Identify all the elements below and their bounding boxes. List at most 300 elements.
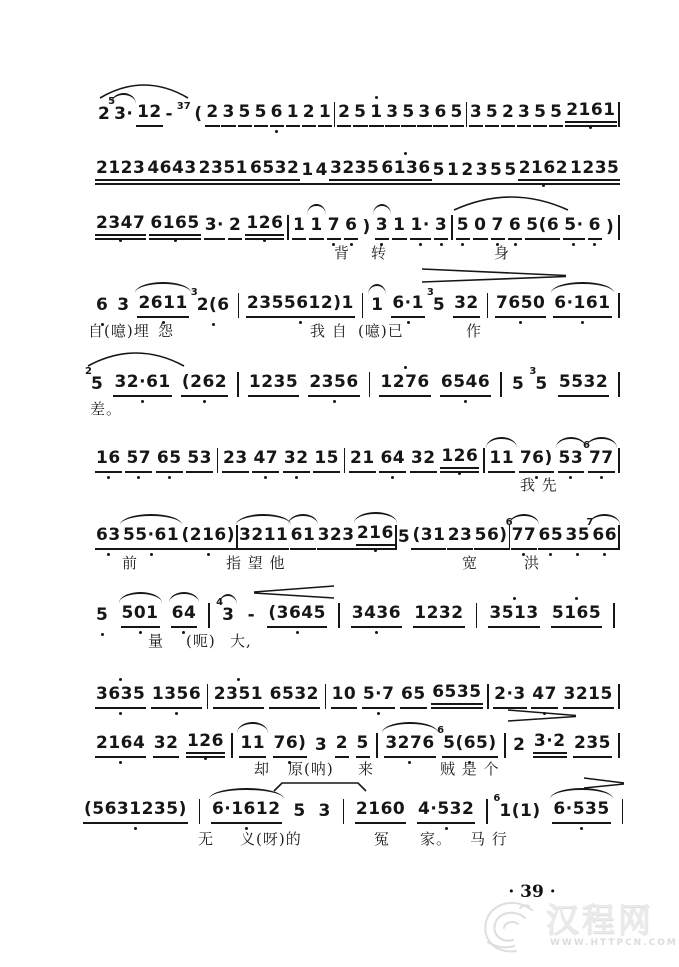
bar-line <box>369 372 371 397</box>
note-group: 2164 <box>95 733 146 758</box>
octave-dot-below <box>440 243 443 246</box>
lyric-syllable: 大, <box>230 632 252 650</box>
lyric-syllable: 指 望 他 <box>226 554 286 572</box>
note-group: 6535 <box>431 682 482 709</box>
octave-dot-above <box>237 678 240 681</box>
note-group: 2 <box>460 160 474 185</box>
note-group: 5 <box>293 801 306 821</box>
bar-line <box>451 215 453 240</box>
ornament-number: 2 <box>85 366 93 377</box>
note-group: 3 <box>314 735 328 755</box>
octave-dot-below <box>296 631 299 634</box>
ornament-number: 6 <box>437 725 445 736</box>
note-group: 5 <box>353 102 367 127</box>
lyric-syllable: (呃) <box>186 632 216 650</box>
note-group: 5 <box>549 102 563 127</box>
note-group: 3 <box>221 102 235 127</box>
bar-line <box>618 448 620 473</box>
dynamic-wedge <box>506 709 578 722</box>
octave-dot-below <box>263 239 266 242</box>
music-system-6 <box>95 440 620 473</box>
note-group: 1 <box>286 102 300 127</box>
note-group: 1(1) 6 <box>498 801 541 824</box>
octave-dot-below <box>580 827 583 830</box>
note-group: 3 <box>469 102 483 127</box>
bar-line <box>613 603 615 628</box>
octave-dot-below <box>600 476 603 479</box>
dynamic-wedge <box>420 268 568 283</box>
music-system-10 <box>95 725 620 758</box>
bar-line <box>237 372 239 397</box>
lyric-syllable: 却 <box>254 760 271 778</box>
note-group: 3211 <box>238 525 289 550</box>
note-group: 11 <box>239 733 266 758</box>
note-group: 32 <box>453 293 480 318</box>
lyric-syllable: 前 <box>122 554 139 572</box>
lyric-syllable: 转 <box>371 244 388 262</box>
note-group: 5 <box>95 605 109 628</box>
note-group: 1232 <box>413 603 464 628</box>
dynamic-wedge <box>582 777 626 789</box>
octave-dot-above <box>404 366 407 369</box>
note-group: 15 <box>313 448 340 473</box>
octave-dot-above <box>513 597 516 600</box>
octave-dot-below <box>275 130 278 133</box>
note-group: 126 <box>245 213 284 240</box>
note-group: 2·3 <box>493 684 527 709</box>
note-group: 2(6 3 <box>196 295 231 318</box>
octave-dot-below <box>514 243 517 246</box>
bar-line <box>618 733 620 758</box>
note-group: 53 <box>186 448 213 473</box>
note-group: 47 <box>252 448 279 473</box>
octave-dot-below <box>134 827 137 830</box>
note-group: 1 <box>292 215 306 240</box>
slur-arc <box>373 204 391 215</box>
slur-arc <box>237 722 268 733</box>
note-group: - <box>165 104 174 124</box>
note-group: 6 <box>588 215 602 240</box>
note-group: 5 <box>489 160 503 185</box>
slur-arc <box>219 594 237 605</box>
slur-arc <box>486 437 517 448</box>
slur-arc <box>86 352 186 368</box>
note-group: 6 <box>344 215 358 240</box>
note-group: 3 <box>417 102 431 127</box>
note-group: 5 <box>238 102 252 127</box>
note-group: 2351 <box>213 684 264 709</box>
note-group: 1356 <box>151 684 202 709</box>
note-group: 3 <box>375 215 389 240</box>
note-group: 6 <box>95 295 109 318</box>
note-group: 5 2 <box>90 374 104 397</box>
note-group: 6136 <box>380 158 431 185</box>
note-group: 7 <box>491 215 505 240</box>
note-group: 12 <box>136 102 163 127</box>
octave-dot-below <box>419 243 422 246</box>
ornament-number: 6 <box>582 440 591 451</box>
octave-dot-below <box>150 553 153 556</box>
note-group: 7 <box>327 215 341 240</box>
ornament-number: 3 <box>190 287 199 298</box>
note-group: 3276 <box>384 733 435 758</box>
octave-dot-below <box>203 400 206 403</box>
bar-line <box>338 603 340 628</box>
note-group: 1276 <box>379 372 430 397</box>
octave-dot-below <box>204 757 207 760</box>
bar-line <box>231 733 233 758</box>
note-group: 1235 <box>569 158 620 185</box>
lyric-syllable: (噫)已 <box>358 322 404 340</box>
ornament-number: 4 <box>216 597 224 608</box>
note-group: 3·2 <box>533 731 567 758</box>
bar-line <box>238 293 240 318</box>
note-group: 35 <box>564 525 591 550</box>
octave-dot-below <box>107 476 110 479</box>
grace-notes: 37 <box>176 101 191 112</box>
note-group: 1 <box>392 215 406 240</box>
bar-line <box>376 733 378 758</box>
note-group: 66 7 <box>591 525 618 550</box>
note-group: 3 <box>385 102 399 127</box>
note-group: 64 <box>171 603 198 628</box>
octave-dot-below <box>572 243 575 246</box>
slur-arc <box>169 592 200 603</box>
octave-dot-below <box>576 553 579 556</box>
lyric-syllable: 我 自 <box>310 322 348 340</box>
bar-line <box>287 215 289 240</box>
bar-line <box>618 293 620 318</box>
note-group: 5 <box>432 160 446 185</box>
octave-dot-below <box>119 761 122 764</box>
bar-line <box>504 733 506 758</box>
note-group: 5(65) 6 <box>442 733 498 758</box>
octave-dot-below <box>542 184 545 187</box>
note-group: (5631235) <box>83 799 188 824</box>
octave-dot-below <box>589 126 592 129</box>
octave-dot-above <box>375 96 378 99</box>
music-system-11 <box>83 793 623 824</box>
note-group: 77 6 <box>511 525 538 550</box>
octave-dot-below <box>212 323 215 326</box>
note-group: 3 4 <box>221 605 235 628</box>
note-group: 47 <box>531 684 558 709</box>
lyric-syllable: 洪 <box>524 554 541 572</box>
octave-dot-below <box>603 553 606 556</box>
octave-dot-above <box>404 152 407 155</box>
note-group: - <box>247 605 256 625</box>
note-group: (216) <box>180 525 236 550</box>
note-group: 3 <box>517 102 531 127</box>
note-group: 323 <box>317 525 356 550</box>
note-group: 2 <box>302 102 316 127</box>
note-group: 5165 <box>551 603 602 628</box>
bar-line <box>466 102 468 127</box>
octave-dot-below <box>569 476 572 479</box>
slur-arc <box>509 514 540 525</box>
octave-dot-below <box>408 761 411 764</box>
note-group: 3635 <box>95 684 146 709</box>
note-group: 2 <box>98 104 111 124</box>
music-system-9 <box>95 682 620 709</box>
note-group: 3513 <box>488 603 539 628</box>
note-group: 6·535 <box>552 799 610 824</box>
slur-arc <box>368 284 386 295</box>
note-group: 2 <box>337 102 351 127</box>
note-group: 4643 <box>146 158 197 185</box>
slur-arc <box>98 84 190 100</box>
note-group: 2162 <box>518 158 569 185</box>
note-group: 5 <box>356 733 370 758</box>
note-group: 5 3 <box>534 374 548 397</box>
note-group: 64 <box>379 448 406 473</box>
lyric-syllable: 身 <box>494 244 511 262</box>
bar-line <box>344 448 346 473</box>
octave-dot-below <box>119 712 122 715</box>
note-group: 3 <box>117 295 130 315</box>
slur-arc <box>236 514 291 525</box>
note-group: 32 <box>153 733 180 758</box>
music-system-2 <box>95 158 620 185</box>
note-group: 3 <box>318 801 331 821</box>
octave-dot-below <box>519 321 522 324</box>
note-group: 6 <box>508 215 522 240</box>
lyric-syllable: 怨 <box>158 322 175 340</box>
slur-arc <box>119 592 162 603</box>
octave-dot-below <box>137 476 140 479</box>
note-group: 5 <box>485 102 499 127</box>
lyric-syllable: 冤 <box>374 830 391 848</box>
note-group: 6·161 <box>553 293 611 318</box>
note-group: 2161 <box>565 100 616 127</box>
note-group: 76) <box>273 733 308 758</box>
bar-line <box>334 102 336 127</box>
note-group: 5 <box>456 215 470 240</box>
note-group: 1 <box>370 295 384 318</box>
note-group: 23 <box>447 525 474 550</box>
bar-line <box>487 684 489 709</box>
note-group: 1 <box>309 215 323 240</box>
bar-line <box>325 684 327 709</box>
lyric-syllable: 无 <box>198 830 215 848</box>
note-group: 6532 <box>249 158 300 185</box>
note-group: 2 <box>205 102 219 127</box>
note-group: 5· <box>563 215 584 240</box>
note-group: ) <box>362 217 371 237</box>
note-group: 77 6 <box>588 448 615 473</box>
note-group: 65 <box>156 448 183 473</box>
note-group: 216 <box>356 523 395 550</box>
note-group: 65 <box>400 684 427 709</box>
note-group: ( <box>194 104 203 124</box>
octave-dot-below <box>139 631 142 634</box>
ornament-number: 6 <box>493 793 501 804</box>
octave-dot-below <box>295 476 298 479</box>
note-group: 3436 <box>351 603 402 628</box>
note-group: 6532 <box>269 684 320 709</box>
bar-line <box>486 799 488 824</box>
note-group: 3215 <box>563 684 614 709</box>
note-group: (3645 <box>267 603 327 628</box>
note-group: 5·7 <box>362 684 396 709</box>
bar-line <box>622 799 624 824</box>
note-group: 0 <box>473 215 487 240</box>
lyric-syllable: 自(噫)埋 <box>88 322 150 340</box>
lyric-syllable: 义(呀)的 <box>240 830 302 848</box>
lyric-syllable: 马 行 <box>470 830 508 848</box>
note-group: 5 <box>533 102 547 127</box>
octave-dot-above <box>575 597 578 600</box>
note-group: 3 <box>434 215 448 240</box>
bar-line <box>199 799 201 824</box>
slur-arc <box>382 722 437 733</box>
note-group: 5532 <box>558 372 609 397</box>
slur-arc <box>586 437 617 448</box>
bar-line <box>217 448 219 473</box>
octave-dot-below <box>464 400 467 403</box>
note-group: 53 <box>558 448 585 473</box>
note-group: 501 <box>121 603 160 628</box>
octave-dot-below <box>461 243 464 246</box>
slur-arc <box>589 514 620 525</box>
note-group: 76) <box>519 448 554 473</box>
lyric-syllable: 差。 <box>90 400 123 418</box>
octave-dot-below <box>174 239 177 242</box>
note-group: 6165 <box>149 213 200 240</box>
note-group: 10 <box>331 684 358 709</box>
bar-line <box>618 684 620 709</box>
ornament-number: 5 <box>108 96 116 107</box>
slur-arc <box>354 512 397 523</box>
note-group: (262 <box>181 372 228 397</box>
note-group: 2123 <box>95 158 146 185</box>
lyric-syllable: 宽 <box>462 554 479 572</box>
note-group: 4 <box>315 160 329 185</box>
bar-line <box>618 215 620 240</box>
bar-line <box>500 372 502 397</box>
note-group: 2 <box>513 735 526 755</box>
slur-arc <box>556 437 587 448</box>
slur-arc <box>307 204 325 215</box>
music-system-7 <box>95 517 620 550</box>
lyric-syllable: 作 <box>466 322 483 340</box>
octave-dot-below <box>391 476 394 479</box>
bar-line <box>362 293 364 318</box>
note-group: 11 <box>488 448 515 473</box>
watermark <box>480 894 679 964</box>
bar-line <box>487 293 489 318</box>
ornament-number: 3 <box>529 366 537 377</box>
page-number: · 39 · <box>508 882 556 902</box>
ornament-number: 6 <box>505 517 514 528</box>
bar-line <box>618 372 620 397</box>
note-group: 1 <box>318 102 332 127</box>
note-group: 6·1612 <box>211 799 282 824</box>
bar-line <box>207 684 209 709</box>
note-group: (31 <box>411 525 446 550</box>
note-group: 5 3 <box>432 295 446 318</box>
note-group: 1 <box>300 160 314 185</box>
note-group: ) <box>605 217 615 237</box>
note-group: 4·532 <box>417 799 475 824</box>
slur-arc <box>135 282 190 293</box>
ornament-number: 3 <box>426 287 435 298</box>
ornament-number: 7 <box>586 517 594 528</box>
octave-dot-below <box>101 633 104 636</box>
octave-dot-below <box>119 239 122 242</box>
note-group: 1 <box>369 102 383 127</box>
note-group: 126 <box>186 731 225 758</box>
note-group: 2351 <box>198 158 249 185</box>
slur-arc <box>288 514 319 525</box>
bar-line <box>618 525 620 550</box>
lyric-syllable: 我 先 <box>520 476 558 494</box>
bar-line <box>208 603 210 628</box>
bar-line <box>483 448 485 473</box>
bar-line <box>476 603 478 628</box>
note-group: 2 <box>335 733 349 758</box>
bar-line <box>618 102 620 127</box>
octave-dot-below <box>264 476 267 479</box>
note-group: 2611 <box>137 293 188 318</box>
octave-dot-below <box>141 400 144 403</box>
octave-dot-above <box>119 678 122 681</box>
octave-dot-below <box>107 553 110 556</box>
lyric-syllable: 量 <box>148 632 165 650</box>
octave-dot-below <box>333 400 336 403</box>
note-group: 6 <box>433 102 447 127</box>
note-group: 2 <box>501 102 515 127</box>
note-group: 5 <box>511 374 525 394</box>
note-group: 2355612)1 <box>246 293 355 318</box>
watermark-logo-icon <box>480 896 544 960</box>
note-group: 55·61 <box>122 525 180 550</box>
note-group: 32·61 <box>113 372 171 397</box>
note-group: 56) <box>474 525 509 550</box>
note-group: 7650 <box>495 293 546 318</box>
note-group: 3 <box>475 160 489 185</box>
note-group: 3· <box>204 215 225 240</box>
note-group: 5(6 <box>525 215 560 240</box>
lyric-syllable: 贼 是 个 <box>440 760 500 778</box>
note-group: 3235 <box>329 158 380 185</box>
tie-bracket <box>272 780 368 793</box>
note-group: 1 <box>446 160 460 185</box>
note-group: 32 <box>410 448 437 473</box>
note-group: 2 <box>228 215 242 240</box>
note-group: 5 <box>397 527 411 547</box>
note-group: 32 <box>283 448 310 473</box>
octave-dot-below <box>374 549 377 552</box>
watermark-site-url: WWW.HTTPCN.COM <box>550 938 678 948</box>
octave-dot-below <box>207 553 210 556</box>
octave-dot-below <box>168 476 171 479</box>
octave-dot-below <box>581 321 584 324</box>
note-group: 21 <box>349 448 376 473</box>
note-group: 6 <box>270 102 284 127</box>
slur-arc <box>452 196 570 212</box>
note-group: 2160 <box>355 799 406 824</box>
lyric-syllable: 原(呐) <box>288 760 334 778</box>
note-group: 61 <box>290 525 317 550</box>
note-group: 63 <box>95 525 122 550</box>
note-group: 2356 <box>308 372 359 397</box>
note-group: 5 <box>503 160 517 185</box>
note-group: 6·1 <box>391 293 425 318</box>
music-system-8 <box>95 597 615 628</box>
octave-dot-below <box>549 553 552 556</box>
lyric-syllable: 背 <box>334 244 351 262</box>
